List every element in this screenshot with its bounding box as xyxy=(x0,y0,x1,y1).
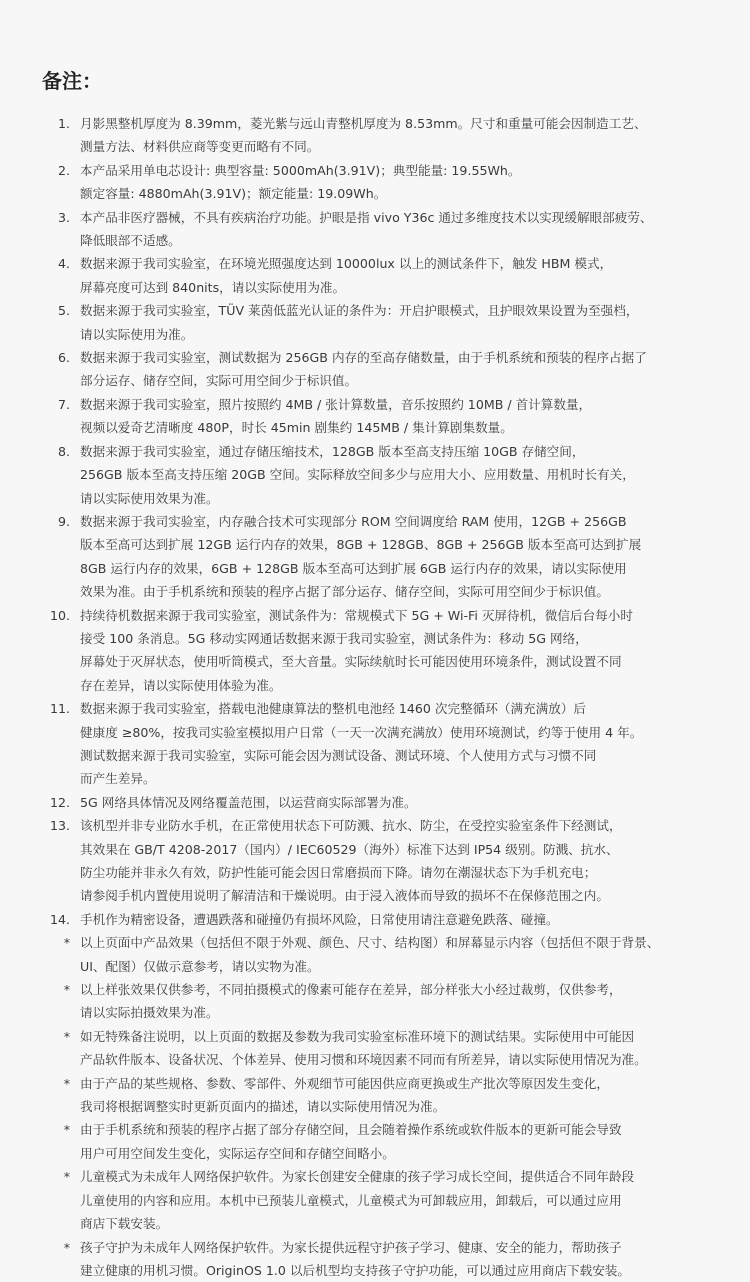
note-number: 13. xyxy=(42,814,70,908)
note-item xyxy=(42,206,720,253)
asterisk-marker: * xyxy=(42,978,70,1025)
note-number: 7. xyxy=(42,393,70,440)
note-text: 数据来源于我司实验室，通过存储压缩技术，128GB 版本至高支持压缩 10GB 存储空间， 256GB 版本至高支持压缩 20GB 空间。实际释放空间多少与应用大小、应用数量、用机时长有关， 请以实际使用效果为准。 xyxy=(80,440,720,510)
note-number: 14. xyxy=(42,908,70,931)
note-text: 数据来源于我司实验室，搭载电池健康算法的整机电池经 1460 次完整循环（满充满放）后 健康度 ≥80%，按我司实验室模拟用户日常（一天一次满充满放）使用环境测试，约等于使用 4 年。 测试数据来源于我司实验室，实际可能会因为测试设备、测试环境、个人使用方式与习惯不同 而产生差异。 xyxy=(80,697,720,791)
note-item xyxy=(42,697,720,791)
note-item xyxy=(42,510,720,604)
asterisk-marker: * xyxy=(42,1118,70,1165)
note-text: 数据来源于我司实验室，测试数据为 256GB 内存的至高存储数量，由于手机系统和预装的程序占据了 部分运存、储存空间，实际可用空间少于标识值。 xyxy=(80,346,720,393)
note-text: 5G 网络具体情况及网络覆盖范围，以运营商实际部署为准。 xyxy=(80,791,720,814)
footnote-item xyxy=(42,1165,720,1235)
footnote-item xyxy=(42,1236,720,1282)
asterisk-marker: * xyxy=(42,1025,70,1072)
note-item xyxy=(42,814,720,908)
note-text: 本产品非医疗器械，不具有疾病治疗功能。护眼是指 vivo Y36c 通过多维度技术以实现缓解眼部疲劳、 降低眼部不适感。 xyxy=(80,206,720,253)
note-item xyxy=(42,346,720,393)
note-number: 2. xyxy=(42,159,70,206)
note-text: 由于产品的某些规格、参数、零部件、外观细节可能因供应商更换或生产批次等原因发生变化， 我司将根据调整实时更新页面内的描述，请以实际使用情况为准。 xyxy=(80,1072,720,1119)
footnote-item xyxy=(42,931,720,978)
note-text: 该机型并非专业防水手机，在正常使用状态下可防溅、抗水、防尘，在受控实验室条件下经测试， 其效果在 GB/T 4208-2017（国内）/ IEC60529（海外）标准下达到 IP54 级别。防溅、抗水、 防尘功能并非永久有效，防护性能可能会因日常磨损而下降。请勿在潮湿状态下为手机充电； 请参阅手机内置使用说明了解清洁和干燥说明。由于浸入液体而导致的损坏不在保修范围之内。 xyxy=(80,814,720,908)
footnote-item xyxy=(42,978,720,1025)
note-item xyxy=(42,440,720,510)
footnote-item xyxy=(42,1072,720,1119)
note-number: 12. xyxy=(42,791,70,814)
asterisk-marker: * xyxy=(42,1072,70,1119)
note-item xyxy=(42,393,720,440)
note-text: 以上样张效果仅供参考，不同拍摄模式的像素可能存在差异，部分样张大小经过裁剪，仅供参考， 请以实际拍摄效果为准。 xyxy=(80,978,720,1025)
note-item xyxy=(42,604,720,698)
note-number: 6. xyxy=(42,346,70,393)
note-text: 持续待机数据来源于我司实验室，测试条件为：常规模式下 5G + Wi-Fi 灭屏待机，微信后台每小时 接受 100 条消息。5G 移动实网通话数据来源于我司实验室，测试条件为：移动 5G 网络， 屏幕处于灭屏状态，使用听筒模式，至大音量。实际续航时长可能因使用环境条件，测试设置不同 存在差异，请以实际使用体验为准。 xyxy=(80,604,720,698)
note-number: 10. xyxy=(42,604,70,698)
note-number: 9. xyxy=(42,510,70,604)
note-text: 孩子守护为未成年人网络保护软件。为家长提供远程守护孩子学习、健康、安全的能力，帮助孩子 建立健康的用机习惯。OriginOS 1.0 以后机型均支持孩子守护功能，可以通过应用商店下载安装。 xyxy=(80,1236,720,1282)
footnote-item xyxy=(42,1118,720,1165)
note-text: 数据来源于我司实验室，TÜV 莱茵低蓝光认证的条件为：开启护眼模式，且护眼效果设置为至强档， 请以实际使用为准。 xyxy=(80,299,720,346)
note-number: 8. xyxy=(42,440,70,510)
note-text: 月影黑整机厚度为 8.39mm，菱光紫与远山青整机厚度为 8.53mm。尺寸和重量可能会因制造工艺、 测量方法、材料供应商等变更而略有不同。 xyxy=(80,112,720,159)
note-text: 数据来源于我司实验室，在环境光照强度达到 10000lux 以上的测试条件下，触发 HBM 模式， 屏幕亮度可达到 840nits，请以实际使用为准。 xyxy=(80,252,720,299)
note-text: 数据来源于我司实验室，内存融合技术可实现部分 ROM 空间调度给 RAM 使用，12GB + 256GB 版本至高可达到扩展 12GB 运行内存的效果，8GB + 128GB、8GB + 256GB 版本至高可达到扩展 8GB 运行内存的效果，6GB + 128GB 版本至高可达到扩展 6GB 运行内存的效果，请以实际使用 效果为准。由于手机系统和预装的程序占据了部分运存、储存空间，实际可用空间少于标识值。 xyxy=(80,510,720,604)
note-item xyxy=(42,908,720,931)
note-text: 如无特殊备注说明，以上页面的数据及参数为我司实验室标准环境下的测试结果。实际使用中可能因 产品软件版本、设备状况、个体差异、使用习惯和环境因素不同而有所差异，请以实际使用情况为准。 xyxy=(80,1025,720,1072)
asterisk-marker: * xyxy=(42,1165,70,1235)
note-text: 儿童模式为未成年人网络保护软件。为家长创建安全健康的孩子学习成长空间，提供适合不同年龄段 儿童使用的内容和应用。本机中已预装儿童模式，儿童模式为可卸载应用，卸载后，可以通过应用 商店下载安装。 xyxy=(80,1165,720,1235)
note-number: 5. xyxy=(42,299,70,346)
notes-title: 备注： xyxy=(42,68,720,94)
note-text: 数据来源于我司实验室，照片按照约 4MB / 张计算数量，音乐按照约 10MB / 首计算数量， 视频以爱奇艺清晰度 480P，时长 45min 剧集约 145MB / 集计算剧集数量。 xyxy=(80,393,720,440)
note-text: 由于手机系统和预装的程序占据了部分存储空间，且会随着操作系统或软件版本的更新可能会导致 用户可用空间发生变化，实际运存空间和存储空间略小。 xyxy=(80,1118,720,1165)
asterisk-marker: * xyxy=(42,1236,70,1282)
note-text: 本产品采用单电芯设计: 典型容量: 5000mAh(3.91V)；典型能量: 19.55Wh。 额定容量: 4880mAh(3.91V)；额定能量: 19.09Wh。 xyxy=(80,159,720,206)
note-item xyxy=(42,791,720,814)
asterisk-marker: * xyxy=(42,931,70,978)
note-text: 手机作为精密设备，遭遇跌落和碰撞仍有损坏风险，日常使用请注意避免跌落、碰撞。 xyxy=(80,908,720,931)
note-text: 以上页面中产品效果（包括但不限于外观、颜色、尺寸、结构图）和屏幕显示内容（包括但不限于背景、 UI、配图）仅做示意参考，请以实物为准。 xyxy=(80,931,720,978)
note-item xyxy=(42,159,720,206)
notes-list xyxy=(42,112,720,1282)
note-item xyxy=(42,112,720,159)
note-number: 4. xyxy=(42,252,70,299)
note-number: 3. xyxy=(42,206,70,253)
footnote-item xyxy=(42,1025,720,1072)
note-item xyxy=(42,252,720,299)
note-number: 1. xyxy=(42,112,70,159)
note-item xyxy=(42,299,720,346)
note-number: 11. xyxy=(42,697,70,791)
